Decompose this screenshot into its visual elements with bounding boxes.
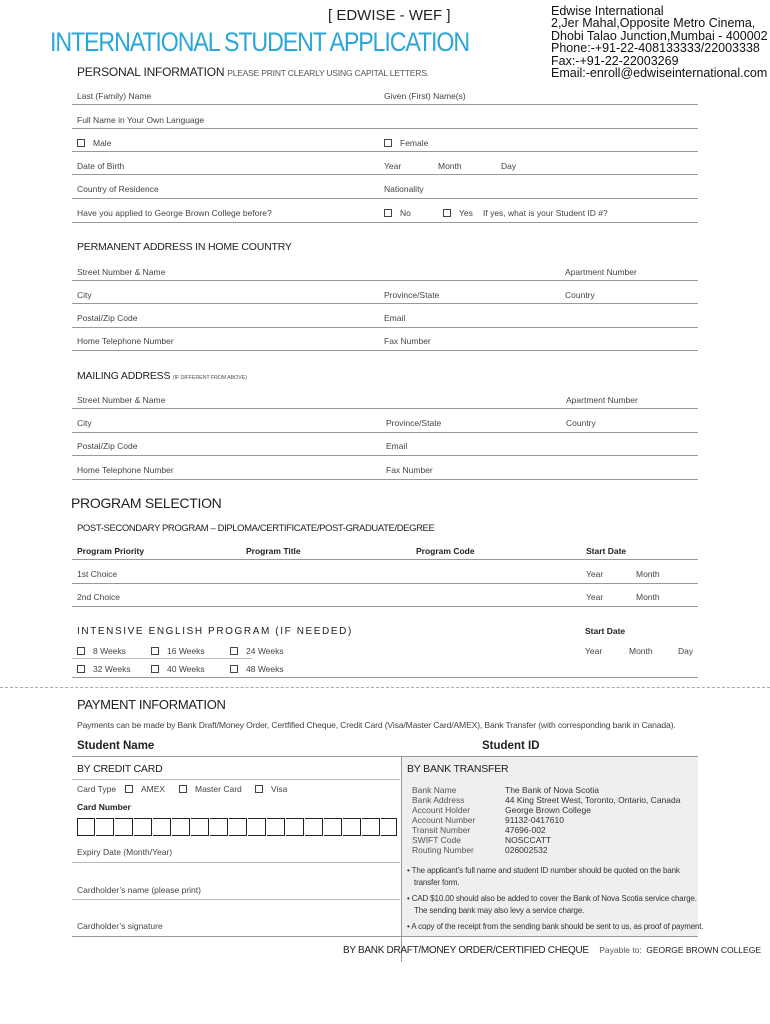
row-divider [72,222,698,223]
col-start-date: Start Date [586,546,627,556]
card-digit-box[interactable] [77,818,95,836]
program-selection-heading: PROGRAM SELECTION [71,495,222,511]
female-option[interactable] [384,138,428,148]
card-digit-box[interactable] [362,818,380,836]
perm-province-label: Province/State [384,290,440,300]
checkbox[interactable] [230,665,238,673]
mail-province-label: Province/State [386,418,442,428]
bank-draft-line [343,940,761,958]
card-digit-box[interactable] [191,818,209,836]
transit-number-value: 47696-002 [505,825,546,835]
contact-line: Email:-enroll@edwiseinternational.com [551,66,768,81]
row-divider [72,174,698,175]
bank-note: • CAD $10.00 should also be added to cover the Bank of Nova Scotia service charge. [407,894,697,903]
mastercard-option[interactable] [179,784,242,794]
card-digit-box[interactable] [267,818,285,836]
cardholder-signature-label: Cardholder’s signature [77,921,163,931]
account-holder-row [412,805,470,815]
weeks-label: 40 Weeks [167,664,205,674]
bank-draft-heading: BY BANK DRAFT/MONEY ORDER/CERTIFIED CHEQUE [343,945,589,956]
card-digit-box[interactable] [248,818,266,836]
male-option[interactable] [77,138,111,148]
student-name-label: Student Name [77,740,155,752]
english-month: Month [629,646,653,656]
mastercard-label: Master Card [195,784,242,794]
row-divider [72,455,698,456]
row-divider [72,779,400,780]
cut-line [0,687,770,688]
contact-line: Phone:-+91-22-408133333/22003338 [551,41,760,56]
row-divider [72,606,698,607]
checkbox[interactable] [151,647,159,655]
bank-name-value: The Bank of Nova Scotia [505,785,600,795]
bank-row-label: Transit Number [412,825,471,835]
bank-row-label: Account Number [412,815,476,825]
expiry-label: Expiry Date (Month/Year) [77,847,173,857]
female-label: Female [400,138,429,148]
personal-heading-text: PERSONAL INFORMATION [77,65,225,79]
yes-label: Yes [459,208,473,218]
row-divider [72,327,698,328]
mailing-heading-text: MAILING ADDRESS [77,370,171,382]
card-digit-box[interactable] [134,818,152,836]
english-program-heading: INTENSIVE ENGLISH PROGRAM (IF NEEDED) [77,626,353,637]
weeks-label: 24 Weeks [246,646,284,656]
card-digit-box[interactable] [172,818,190,836]
country-residence-label: Country of Residence [77,184,159,194]
perm-email-label: Email [384,313,406,323]
cardholder-name-label: Cardholder’s name (please print) [77,885,201,895]
checkbox[interactable] [77,665,85,673]
routing-number-row [412,845,474,855]
mailing-address-heading [77,370,247,382]
payment-intro: Payments can be made by Bank Draft/Money Order, Certfified Cheque, Credit Card (Visa/Master Card/AMEX), Bank Transfer (with corresponding bank in Canada). [77,720,676,730]
dob-year-label: Year [384,161,402,171]
transit-number-row [412,825,470,835]
bank-note: • A copy of the receipt from the sending bank should be sent to us, as proof of payment. [407,922,704,931]
row-divider [72,104,698,105]
routing-number-value: 026002532 [505,845,548,855]
given-names-label: Given (First) Name(s) [384,91,466,101]
option-8-weeks[interactable] [77,646,126,656]
payment-heading: PAYMENT INFORMATION [77,697,226,712]
row-divider [72,658,252,659]
account-holder-value: George Brown College [505,805,591,815]
checkbox[interactable] [77,647,85,655]
row-divider [72,862,400,863]
dob-day-label: Day [501,161,517,171]
card-digit-box[interactable] [153,818,171,836]
card-digit-box[interactable] [96,818,114,836]
checkbox[interactable] [77,139,85,147]
bank-row-label: Bank Name [412,785,457,795]
perm-postal-label: Postal/Zip Code [77,313,138,323]
row-divider [72,899,400,900]
row-divider [72,280,698,281]
row-divider [72,936,698,937]
option-24-weeks[interactable] [230,646,284,656]
checkbox[interactable] [443,209,451,217]
row-divider [72,408,698,409]
checkbox[interactable] [179,785,187,793]
checkbox[interactable] [384,139,392,147]
mail-home-phone-label: Home Telephone Number [77,465,174,475]
bank-row-label: Routing Number [412,845,474,855]
checkbox[interactable] [230,647,238,655]
mail-fax-label: Fax Number [386,465,433,475]
applied-no-option[interactable] [384,208,411,218]
option-40-weeks[interactable] [151,664,205,674]
dob-month-label: Month [438,161,462,171]
first-choice-month: Month [636,569,660,579]
no-label: No [400,208,411,218]
mail-email-label: Email [386,441,408,451]
full-name-language-label: Full Name in Your Own Language [77,115,205,125]
perm-country-label: Country [565,290,595,300]
mail-country-label: Country [566,418,596,428]
amex-label: AMEX [141,784,166,794]
personal-instruction: PLEASE PRINT CLEARLY USING CAPITAL LETTERS. [227,68,429,78]
personal-heading [77,65,429,79]
student-id-question: If yes, what is your Student ID #? [483,208,608,218]
bank-note: transfer form. [414,878,460,887]
mail-street-label: Street Number & Name [77,395,166,405]
col-program-code: Program Code [416,546,475,556]
bank-note: • The applicant’s full name and student ID number should be quoted on the bank [407,866,680,875]
row-divider [72,128,698,129]
second-choice-month: Month [636,592,660,602]
row-divider [72,583,698,584]
card-digit-box[interactable] [324,818,342,836]
contact-line: Dhobi Talao Junction,Mumbai - 400002 [551,28,768,43]
bank-notes [407,865,703,933]
option-32-weeks[interactable] [77,664,131,674]
student-id-label: Student ID [482,740,540,752]
english-start-date: Start Date [585,626,626,636]
swift-code-row [412,835,461,845]
row-divider [72,559,698,560]
mail-city-label: City [77,418,92,428]
card-number-label: Card Number [77,802,131,812]
bank-note: The sending bank may also levy a service charge. [414,906,585,915]
contact-line: 2,Jer Mahal,Opposite Metro Cinema, [551,16,756,31]
mail-postal-label: Postal/Zip Code [77,441,138,451]
bank-row-label: Bank Address [412,795,465,805]
male-label: Male [93,138,112,148]
card-digit-box[interactable] [305,818,323,836]
weeks-label: 16 Weeks [167,646,205,656]
perm-fax-label: Fax Number [384,336,431,346]
weeks-label: 48 Weeks [246,664,284,674]
row-divider [72,432,698,433]
col-program-title: Program Title [246,546,301,556]
visa-label: Visa [271,784,288,794]
swift-code-value: NOSCCATT [505,835,552,845]
weeks-label: 32 Weeks [93,664,131,674]
last-name-label: Last (Family) Name [77,91,152,101]
card-digit-box[interactable] [229,818,247,836]
row-divider [72,677,698,678]
card-digit-box[interactable] [381,818,397,836]
checkbox[interactable] [125,785,133,793]
contact-line: Fax:-+91-22-22003269 [551,53,679,68]
second-choice-year: Year [586,592,604,602]
english-day: Day [678,646,694,656]
account-number-row [412,815,475,825]
bank-address-row [412,795,464,805]
visa-option[interactable] [255,784,287,794]
perm-home-phone-label: Home Telephone Number [77,336,174,346]
perm-city-label: City [77,290,92,300]
first-choice-year: Year [586,569,604,579]
card-digit-box[interactable] [343,818,361,836]
form-tag: [ EDWISE - WEF ] [328,7,451,24]
amex-option[interactable] [125,784,165,794]
bank-transfer-heading: BY BANK TRANSFER [407,763,509,775]
applied-before-label: Have you applied to George Brown College before? [77,208,272,218]
contact-line: Edwise International [551,4,664,18]
dob-label: Date of Birth [77,161,125,171]
option-16-weeks[interactable] [151,646,205,656]
row-divider [72,198,698,199]
checkbox[interactable] [255,785,263,793]
permanent-address-heading: PERMANENT ADDRESS IN HOME COUNTRY [77,241,292,253]
card-type-label: Card Type [77,784,117,794]
form-title: INTERNATIONAL STUDENT APPLICATION [50,27,469,57]
first-choice-label: 1st Choice [77,569,118,579]
col-program-priority: Program Priority [77,546,145,556]
nationality-label: Nationality [384,184,424,194]
payable-to-label: Payable to: [599,945,642,955]
card-digit-box[interactable] [115,818,133,836]
row-divider [72,303,698,304]
card-digit-box[interactable] [210,818,228,836]
applied-yes-option[interactable] [443,208,473,218]
second-choice-label: 2nd Choice [77,592,121,602]
post-secondary-heading: POST-SECONDARY PROGRAM – DIPLOMA/CERTIFICATE/POST-GRADUATE/DEGREE [77,523,435,534]
bank-row-label: SWIFT Code [412,835,461,845]
checkbox[interactable] [384,209,392,217]
checkbox[interactable] [151,665,159,673]
weeks-label: 8 Weeks [93,646,126,656]
card-digit-box[interactable] [286,818,304,836]
option-48-weeks[interactable] [230,664,284,674]
row-divider [72,350,698,351]
perm-apartment-label: Apartment Number [565,267,637,277]
english-year: Year [585,646,603,656]
perm-street-label: Street Number & Name [77,267,166,277]
mailing-note: (IF DIFFERENT FROM ABOVE) [173,375,247,381]
bank-address-value: 44 King Street West, Toronto, Ontario, Canada [505,795,681,805]
bank-row-label: Account Holder [412,805,471,815]
credit-card-heading: BY CREDIT CARD [77,763,163,775]
contact-block [551,5,768,79]
row-divider [72,479,698,480]
row-divider [72,151,698,152]
account-number-value: 91132-0417610 [505,815,564,825]
bank-name-row [412,785,456,795]
payee-name: GEORGE BROWN COLLEGE [646,945,761,955]
mail-apartment-label: Apartment Number [566,395,638,405]
